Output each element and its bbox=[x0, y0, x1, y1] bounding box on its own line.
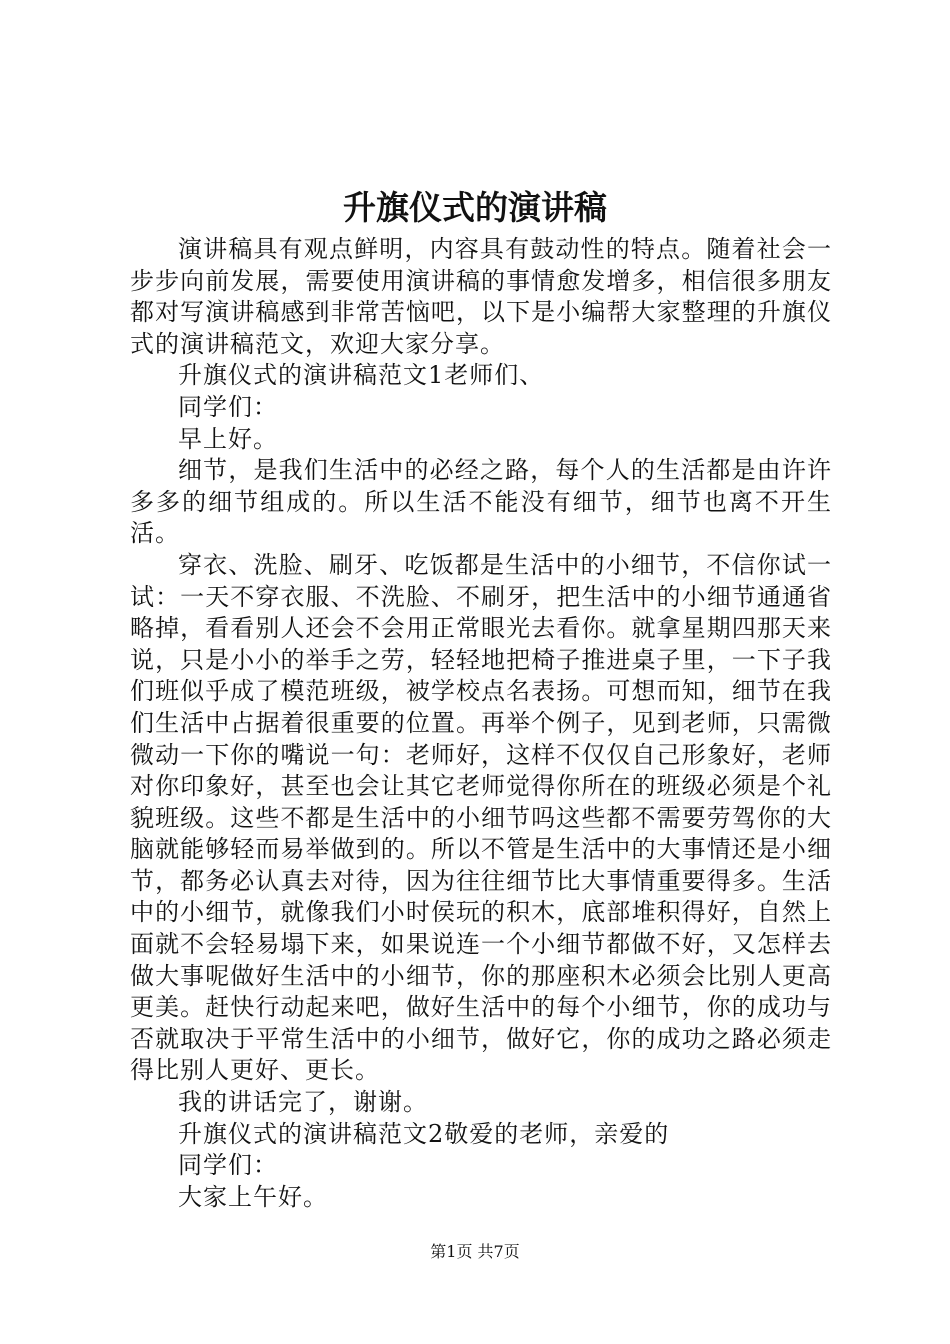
paragraph-greeting-students: 同学们： bbox=[178, 392, 278, 421]
paragraph-greeting-students-2: 同学们： bbox=[178, 1151, 278, 1180]
paragraph-details-body: 穿衣、洗脸、刷牙、吃饭都是生活中的小细节，不信你试一试：一天不穿衣服、不洗脸、不刷牙，把生活中的小细节通通省略掉，看看别人还会不会用正常眼光去看你。就拿星期四那天来说，只是小小的举手之劳，轻轻地把椅子推进桌子里，一下子我们班似乎成了模范班级，被学校点名表扬。可想而知，细节在我们生活中占据着很重要的位置。再举个例子，见到老师，只需微微动一下你的嘴说一句：老师好，这样不仅仅自己形象好，老师对你印象好，甚至也会让其它老师觉得你所在的班级必须是个礼貌班级。这些不都是生活中的小细节吗这些都不需要劳驾你的大脑就能够轻而易举做到的。所以不管是生活中的大事情还是小细节，都务必认真去对待，因为往往细节比大事情重要得多。生活中的小细节，就像我们小时侯玩的积木，底部堆积得好，自然上面就不会轻易塌下来，如果说连一个小细节都做不好，又怎样去做大事呢做好生活中的小细节，你的那座积木必须会比别人更高更美。赶快行动起来吧，做好生活中的每个小细节，你的成功与否就取决于平常生活中的小细节，做好它，你的成功之路必须走得比别人更好、更长。 bbox=[130, 550, 832, 1085]
paragraph-good-morning-2: 大家上午好。 bbox=[178, 1182, 328, 1211]
document-title: 升旗仪式的演讲稿 bbox=[343, 188, 607, 227]
paragraph-good-morning: 早上好。 bbox=[178, 424, 278, 453]
paragraph-details-intro: 细节，是我们生活中的必经之路，每个人的生活都是由许许多多的细节组成的。所以生活不能没有细节，细节也离不开生活。 bbox=[130, 456, 832, 548]
paragraph-closing: 我的讲话完了，谢谢。 bbox=[178, 1088, 428, 1117]
paragraph-speech2-heading: 升旗仪式的演讲稿范文2敬爱的老师，亲爱的 bbox=[178, 1119, 670, 1148]
document-body bbox=[130, 234, 832, 1213]
paragraph-speech1-heading: 升旗仪式的演讲稿范文1老师们、 bbox=[178, 361, 545, 390]
paragraph-intro: 演讲稿具有观点鲜明，内容具有鼓动性的特点。随着社会一步步向前发展，需要使用演讲稿的事情愈发增多，相信很多朋友都对写演讲稿感到非常苦恼吧，以下是小编帮大家整理的升旗仪式的演讲稿范文，欢迎大家分享。 bbox=[130, 235, 832, 358]
page-footer: 第1页 共7页 bbox=[430, 1242, 520, 1261]
